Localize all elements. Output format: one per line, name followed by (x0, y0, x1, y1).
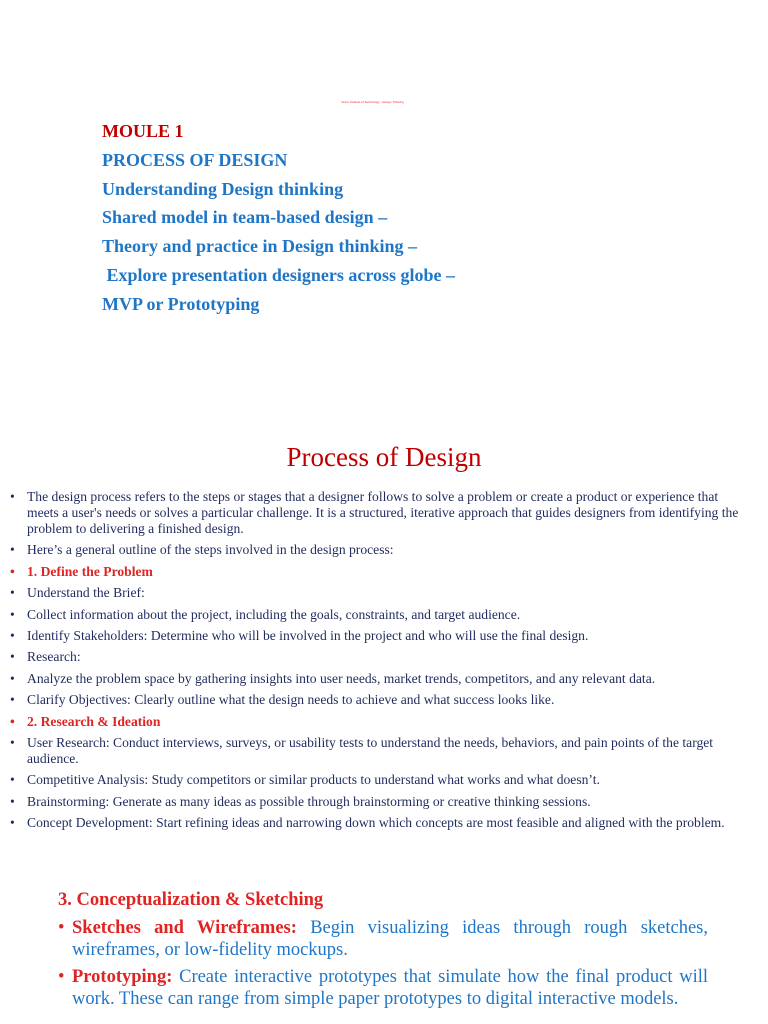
bullet-lead: Sketches and Wireframes: (72, 918, 297, 938)
bullet-text: Research: (27, 649, 81, 665)
bullet-text: Collect information about the project, including the goals, constraints, and target audience. (27, 606, 521, 622)
slide-module-contents (0, 0, 768, 420)
bullet-item (10, 489, 748, 537)
bullet-text: User Research: Conduct interviews, surveys, or usability tests to understand the needs, behaviors, and pain points of the target audience. (27, 734, 714, 766)
bullet-icon: • (10, 692, 15, 708)
bullet-icon: • (10, 670, 15, 686)
bullet-icon: • (10, 815, 15, 831)
topic-item: Theory and practice in Design thinking – (102, 236, 418, 257)
bullet-list (58, 918, 708, 1016)
bullet-text: Clarify Objectives: Clearly outline what the design needs to achieve and what success looks like. (27, 692, 555, 708)
module-title: MOULE 1 (102, 121, 184, 141)
bullet-item (10, 628, 748, 644)
section-heading: 3. Conceptualization & Sketching (58, 890, 324, 910)
bullet-item (10, 585, 748, 601)
bullet-icon: • (10, 649, 15, 665)
bullet-icon: • (10, 793, 15, 809)
bullet-item (58, 967, 708, 1010)
bullet-icon: • (10, 772, 15, 788)
bullet-text: Brainstorming: Generate as many ideas as possible through brainstorming or creative thinking sessions. (27, 793, 591, 809)
slide-title: Process of Design (286, 442, 482, 472)
bullet-text: Identify Stakeholders: Determine who will be involved in the project and who will use the final design. (27, 627, 589, 643)
topic-item: Understanding Design thinking (102, 178, 344, 199)
bullet-icon: • (10, 585, 15, 601)
bullet-lead: Prototyping: (72, 967, 173, 987)
bullet-item (58, 918, 708, 961)
bullet-item (10, 794, 748, 810)
bullet-icon: • (10, 542, 15, 558)
bullet-text: 2. Research & Ideation (27, 713, 161, 729)
bullet-icon: • (10, 713, 15, 729)
bullet-text: Concept Development: Start refining ideas and narrowing down which concepts are most feasible and aligned with the problem. (27, 815, 725, 831)
bullet-item (10, 735, 748, 767)
step-heading-item (10, 714, 748, 730)
bullet-icon: • (58, 967, 65, 987)
topic-item: MVP or Prototyping (102, 293, 260, 314)
bullet-text: The design process refers to the steps or stages that a designer follows to solve a problem or create a product or experience that meets a user's needs or solves a particular challenge. It is a structured, iterative approach that guides designers from identifying the problem to delivering a finished design. (27, 489, 739, 536)
bullet-icon: • (10, 563, 15, 579)
bullet-text: Begin visualizing ideas through rough sketches, wireframes, or low-fidelity mockups. (72, 918, 708, 960)
bullet-item (10, 649, 748, 665)
bullet-icon: • (10, 606, 15, 622)
module-topic-list (102, 117, 455, 319)
bullet-icon: • (10, 489, 15, 504)
bullet-item (10, 772, 748, 788)
topic-item: Explore presentation designers across globe – (102, 264, 456, 285)
step-heading-item (10, 564, 748, 580)
bullet-text: 1. Define the Problem (27, 563, 153, 579)
bullet-item (10, 607, 748, 623)
topic-item: Shared model in team-based design – (102, 207, 388, 228)
bullet-text: Understand the Brief: (27, 585, 145, 601)
bullet-icon: • (10, 734, 15, 750)
bullet-text: Analyze the problem space by gathering insights into user needs, market trends, competitors, and any relevant data. (27, 670, 656, 686)
slide-conceptualization (0, 880, 768, 1024)
bullet-item (10, 542, 748, 558)
topic-item: PROCESS OF DESIGN (102, 149, 288, 170)
bullet-text: Create interactive prototypes that simulate how the final product will work. These can range from simple paper prototypes to digital interactive models. (72, 967, 708, 1009)
bullet-icon: • (10, 627, 15, 643)
bullet-list (10, 489, 748, 836)
bullet-item (10, 815, 748, 831)
bullet-text: Competitive Analysis: Study competitors or similar products to understand what works and what doesn’t. (27, 772, 600, 788)
slide-process-of-design (0, 430, 768, 860)
bullet-icon: • (58, 918, 65, 938)
bullet-item (10, 671, 748, 687)
bullet-text: Here’s a general outline of the steps involved in the design process: (27, 542, 394, 558)
bullet-item (10, 692, 748, 708)
slide-header-text: Vemu Institute of Technology · Design Thinking (341, 100, 404, 104)
